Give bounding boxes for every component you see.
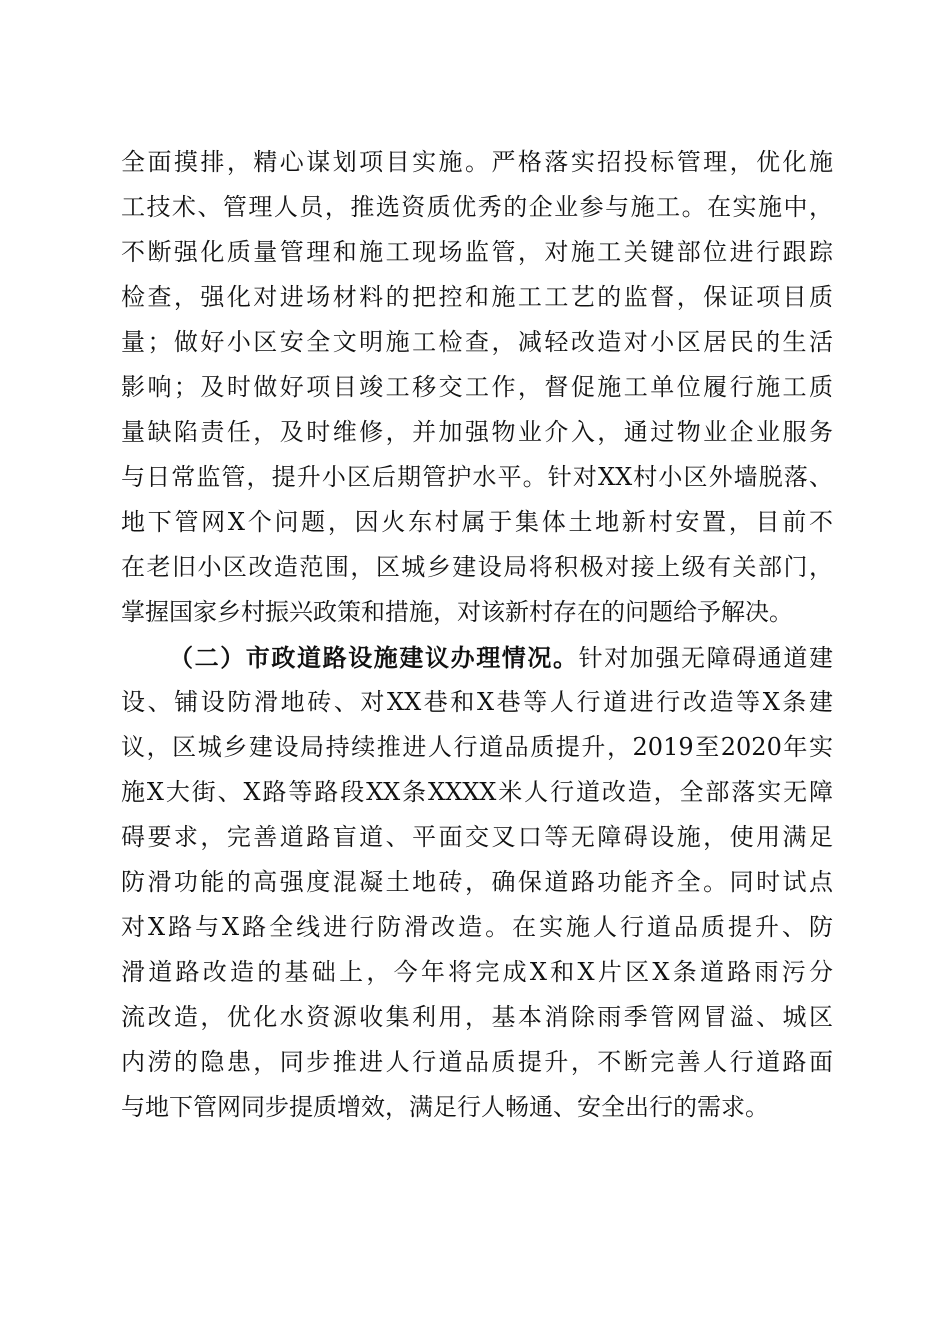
section-first-line [121, 635, 833, 680]
text-line: 对X路与X路全线进行防滑改造。在实施人行道品质提升、防 [121, 913, 833, 941]
text-line: 与日常监管，提升小区后期管护水平。针对XX村小区外墙脱落、 [121, 463, 833, 491]
section-heading: （二）市政道路设施建议办理情况。 [169, 643, 579, 672]
text-line: 不断强化质量管理和施工现场监管，对施工关键部位进行跟踪 [121, 238, 833, 266]
text-line: 碍要求，完善道路盲道、平面交叉口等无障碍设施，使用满足 [121, 823, 833, 851]
text-line: 掌握国家乡村振兴政策和措施，对该新村存在的问题给予解决。 [121, 598, 793, 626]
text-line: 与地下管网同步提质增效，满足行人畅通、安全出行的需求。 [121, 1093, 769, 1121]
text-line: 地下管网X个问题，因火东村属于集体土地新村安置，目前不 [121, 508, 833, 536]
text-line: 影响；及时做好项目竣工移交工作，督促施工单位履行施工质 [121, 373, 833, 401]
text-line: 设、铺设防滑地砖、对XX巷和X巷等人行道进行改造等X条建 [121, 688, 833, 716]
text-line: 防滑功能的高强度混凝土地砖，确保道路功能齐全。同时试点 [121, 868, 833, 896]
text-line: 量；做好小区安全文明施工检查，减轻改造对小区居民的生活 [121, 328, 833, 356]
paragraph-2 [121, 635, 833, 1130]
paragraph-1 [121, 140, 833, 635]
section-text: 针对加强无障碍通道建 [578, 644, 834, 672]
text-line: 滑道路改造的基础上，今年将完成X和X片区X条道路雨污分 [121, 958, 833, 986]
text-line: 检查，强化对进场材料的把控和施工工艺的监督，保证项目质 [121, 283, 833, 311]
text-line: 议，区城乡建设局持续推进人行道品质提升，2019至2020年实 [121, 733, 833, 761]
text-line: 工技术、管理人员，推选资质优秀的企业参与施工。在实施中， [121, 193, 833, 221]
text-line: 施X大街、X路等路段XX条XXXX米人行道改造，全部落实无障 [121, 778, 833, 806]
text-line: 全面摸排，精心谋划项目实施。严格落实招投标管理，优化施 [121, 148, 833, 176]
text-line: 在老旧小区改造范围，区城乡建设局将积极对接上级有关部门， [121, 553, 833, 581]
text-line: 量缺陷责任，及时维修，并加强物业介入，通过物业企业服务 [121, 418, 833, 446]
text-line: 内涝的隐患，同步推进人行道品质提升，不断完善人行道路面 [121, 1048, 833, 1076]
text-line: 流改造，优化水资源收集利用，基本消除雨季管网冒溢、城区 [121, 1003, 833, 1031]
document-body [121, 140, 833, 1130]
